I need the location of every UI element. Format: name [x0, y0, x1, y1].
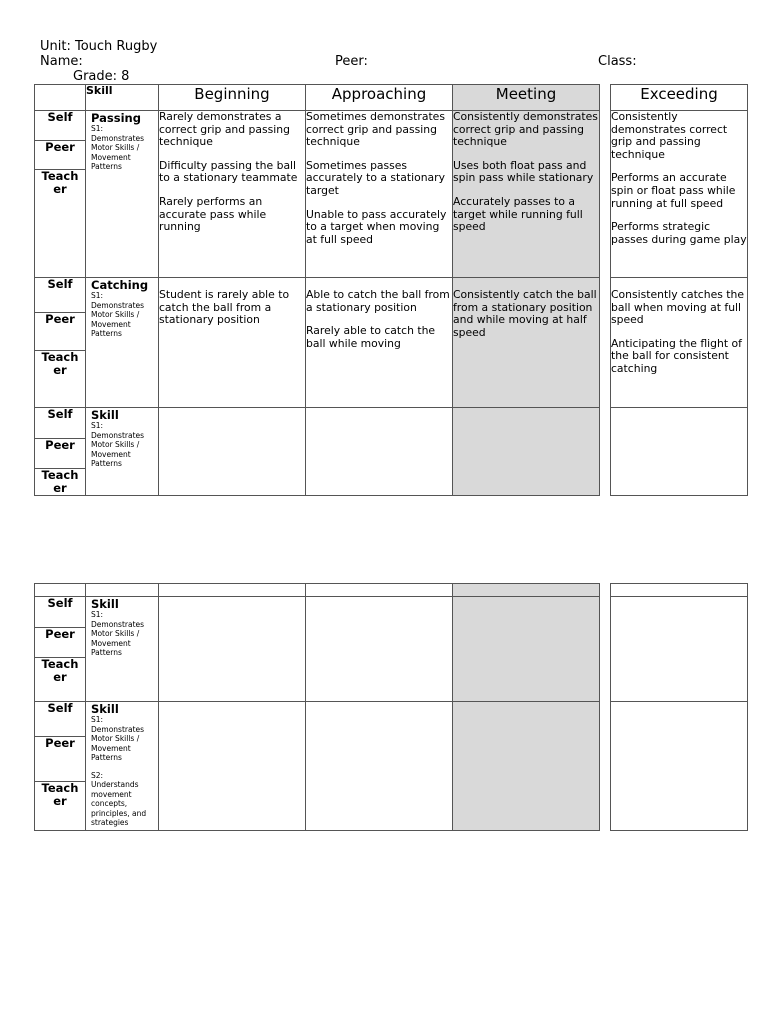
meeting-descriptor: Consistently catch the ball from a stationary position and while moving at half speed	[453, 278, 600, 408]
standard-text: Demonstrates Motor Skills / Movement Patterns	[91, 133, 145, 171]
skill-name: Skill	[91, 702, 119, 716]
peer-label-row: Peer	[35, 140, 85, 169]
approaching-descriptor	[306, 702, 453, 831]
column-gap	[600, 584, 611, 597]
standard-code: S1:	[91, 291, 104, 300]
self-label: Self	[35, 278, 85, 312]
exceeding-descriptor	[611, 597, 748, 702]
rubric-table-2	[34, 583, 748, 831]
standard-text: Demonstrates Motor Skills / Movement Patterns	[91, 619, 145, 657]
approaching-header: Approaching	[306, 85, 453, 111]
skill-column-header: Skill	[86, 85, 159, 111]
beginning-header: Beginning	[159, 85, 306, 111]
rater-column	[35, 111, 85, 277]
teacher-label: Teach er	[41, 467, 79, 495]
skill-name: Passing	[91, 111, 141, 125]
rubric-row-catching	[35, 278, 748, 408]
meeting-descriptor	[453, 702, 600, 831]
column-gap	[600, 85, 611, 111]
rater-column	[35, 408, 85, 495]
beginning-descriptor: Rarely demonstrates a correct grip and passing technique Difficulty passing the ball to a stationary teammate Rarely performs an accurate pass while running	[159, 111, 306, 278]
grade-label: Grade: 8	[73, 69, 130, 84]
standard-text: Demonstrates Motor Skills / Movement Patterns	[91, 430, 145, 468]
meeting-descriptor: Consistently demonstrates correct grip and passing technique Uses both float pass and spin pass while stationary Accurately passes to a target while running full speed	[453, 111, 600, 278]
meeting-descriptor	[453, 408, 600, 496]
skill-column-header	[86, 584, 159, 597]
self-label: Self	[35, 597, 85, 627]
beginning-descriptor	[159, 408, 306, 496]
self-label: Self	[35, 702, 85, 736]
column-gap	[600, 597, 611, 702]
column-gap	[600, 408, 611, 496]
corner-cell	[35, 85, 86, 111]
exceeding-header: Exceeding	[611, 85, 748, 111]
rater-column	[35, 702, 85, 830]
rater-column	[35, 597, 85, 701]
standard-code: S1:	[91, 715, 104, 724]
peer-label-row: Peer	[35, 627, 85, 657]
peer-label: Peer:	[335, 54, 368, 69]
rubric-row-skill	[35, 702, 748, 831]
rubric-row-passing	[35, 111, 748, 278]
teacher-label: Teach er	[41, 780, 79, 808]
standard-code: S1:	[91, 124, 104, 133]
exceeding-descriptor	[611, 702, 748, 831]
class-label: Class:	[598, 54, 637, 69]
rubric-row-skill	[35, 408, 748, 496]
beginning-descriptor	[159, 597, 306, 702]
teacher-label: Teach er	[41, 168, 79, 196]
teacher-label: Teach er	[41, 656, 79, 684]
rater-column	[35, 278, 85, 407]
exceeding-descriptor: Consistently catches the ball when moving at full speed Anticipating the flight of the ball for consistent catching	[611, 278, 748, 408]
column-gap	[600, 111, 611, 278]
approaching-descriptor	[306, 408, 453, 496]
corner-cell	[35, 584, 86, 597]
approaching-descriptor: Able to catch the ball from a stationary position Rarely able to catch the ball while moving	[306, 278, 453, 408]
meeting-descriptor	[453, 597, 600, 702]
self-label: Self	[35, 408, 85, 438]
standard-code: S1:	[91, 421, 104, 430]
column-gap	[600, 702, 611, 831]
meeting-header: Meeting	[453, 85, 600, 111]
beginning-descriptor: Student is rarely able to catch the ball from a stationary position	[159, 278, 306, 408]
standard-code-2: S2:	[91, 770, 104, 780]
approaching-descriptor: Sometimes demonstrates correct grip and passing technique Sometimes passes accurately to a stationary target Unable to pass accurately to a target when moving at full speed	[306, 111, 453, 278]
beginning-descriptor	[159, 702, 306, 831]
standard-text: Demonstrates Motor Skills / Movement Patterns	[91, 724, 145, 762]
skill-name: Skill	[91, 597, 119, 611]
exceeding-descriptor: Consistently demonstrates correct grip and passing technique Performs an accurate spin or float pass while running at full speed Performs strategic passes during game play	[611, 111, 748, 278]
name-label: Name:	[40, 54, 83, 69]
skill-name: Catching	[91, 278, 149, 292]
exceeding-descriptor	[611, 408, 748, 496]
exceeding-header	[611, 584, 748, 597]
rubric-table-1	[34, 84, 748, 496]
beginning-header	[159, 584, 306, 597]
peer-label-row: Peer	[35, 736, 85, 781]
meeting-header	[453, 584, 600, 597]
rubric-row-skill	[35, 597, 748, 702]
self-label: Self	[35, 111, 85, 140]
skill-name: Skill	[91, 408, 119, 422]
standard-code: S1:	[91, 610, 104, 619]
standard-text: Demonstrates Motor Skills / Movement Patterns	[91, 300, 145, 338]
approaching-header	[306, 584, 453, 597]
column-gap	[600, 278, 611, 408]
standard-text-2: Understands movement concepts, principles, and strategies	[91, 780, 147, 827]
teacher-label: Teach er	[41, 349, 79, 377]
peer-label-row: Peer	[35, 312, 85, 350]
approaching-descriptor	[306, 597, 453, 702]
peer-label-row: Peer	[35, 438, 85, 468]
unit-title: Unit: Touch Rugby	[40, 39, 158, 54]
